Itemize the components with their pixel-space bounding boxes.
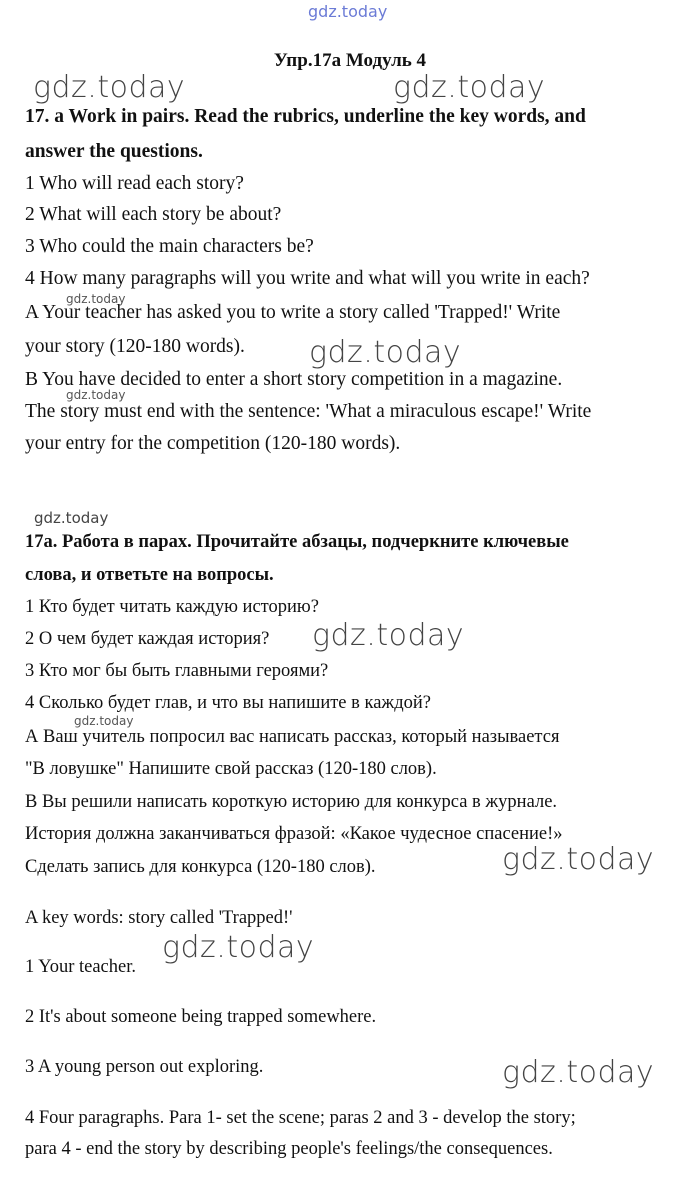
rubric-b-ru-cont: История должна заканчиваться фразой: «Какое чудесное спасение!» [25, 824, 563, 844]
watermark: gdz.today [66, 388, 126, 402]
rubric-a-ru-cont: "В ловушке" Напишите свой рассказ (120-180 слов). [25, 759, 437, 779]
rubric-a-ru: А Ваш учитель попросил вас написать рассказ, который называется [25, 727, 560, 747]
question-4-ru: 4 Сколько будет глав, и что вы напишите в каждой? [25, 693, 431, 713]
question-1-en: 1 Who will read each story? [25, 173, 244, 194]
watermark: gdz.today [162, 930, 315, 965]
watermark: gdz.today [34, 509, 109, 527]
rubric-b-ru: В Вы решили написать короткую историю для конкурса в журнале. [25, 792, 558, 812]
question-1-ru: 1 Кто будет читать каждую историю? [25, 597, 319, 617]
watermark: gdz.today [309, 335, 462, 370]
rubric-b-en-end: your entry for the competition (120-180 words). [25, 433, 401, 454]
answer-2: 2 It's about someone being trapped somewhere. [25, 1007, 377, 1027]
watermark: gdz.today [33, 70, 186, 105]
answer-4-cont: para 4 - end the story by describing people's feelings/the consequences. [25, 1139, 553, 1159]
answer-3: 3 A young person out exploring. [25, 1057, 264, 1077]
watermark: gdz.today [393, 70, 546, 105]
watermark: gdz.today [74, 714, 134, 728]
watermark: gdz.today [66, 292, 126, 306]
answer-1: 1 Your teacher. [25, 957, 136, 977]
question-2-ru: 2 О чем будет каждая история? [25, 629, 270, 649]
task-heading-ru: 17а. Работа в парах. Прочитайте абзацы, подчеркните ключевые [25, 532, 569, 552]
question-2-en: 2 What will each story be about? [25, 204, 282, 225]
rubric-a-en-cont: your story (120-180 words). [25, 336, 245, 357]
task-heading-ru-cont: слова, и ответьте на вопросы. [25, 565, 274, 585]
site-link[interactable]: gdz.today [308, 2, 388, 21]
watermark: gdz.today [312, 618, 465, 653]
task-heading-en-cont: answer the questions. [25, 141, 203, 162]
task-heading-en: 17. a Work in pairs. Read the rubrics, underline the key words, and [25, 106, 586, 127]
page-title: Упр.17а Модуль 4 [273, 50, 427, 71]
question-4-en: 4 How many paragraphs will you write and what will you write in each? [25, 268, 590, 289]
rubric-b-en: B You have decided to enter a short story competition in a magazine. [25, 369, 563, 390]
rubric-b-en-cont: The story must end with the sentence: 'What a miraculous escape!' Write [25, 401, 592, 422]
rubric-b-ru-end: Сделать запись для конкурса (120-180 слов). [25, 857, 376, 877]
watermark: gdz.today [502, 842, 655, 877]
rubric-a-en: A Your teacher has asked you to write a story called 'Trapped!' Write [25, 302, 561, 323]
answer-key-words: A key words: story called 'Trapped!' [25, 908, 293, 928]
question-3-ru: 3 Кто мог бы быть главными героями? [25, 661, 329, 681]
question-3-en: 3 Who could the main characters be? [25, 236, 314, 257]
answer-4: 4 Four paragraphs. Para 1- set the scene; paras 2 and 3 - develop the story; [25, 1108, 576, 1128]
watermark: gdz.today [502, 1055, 655, 1090]
